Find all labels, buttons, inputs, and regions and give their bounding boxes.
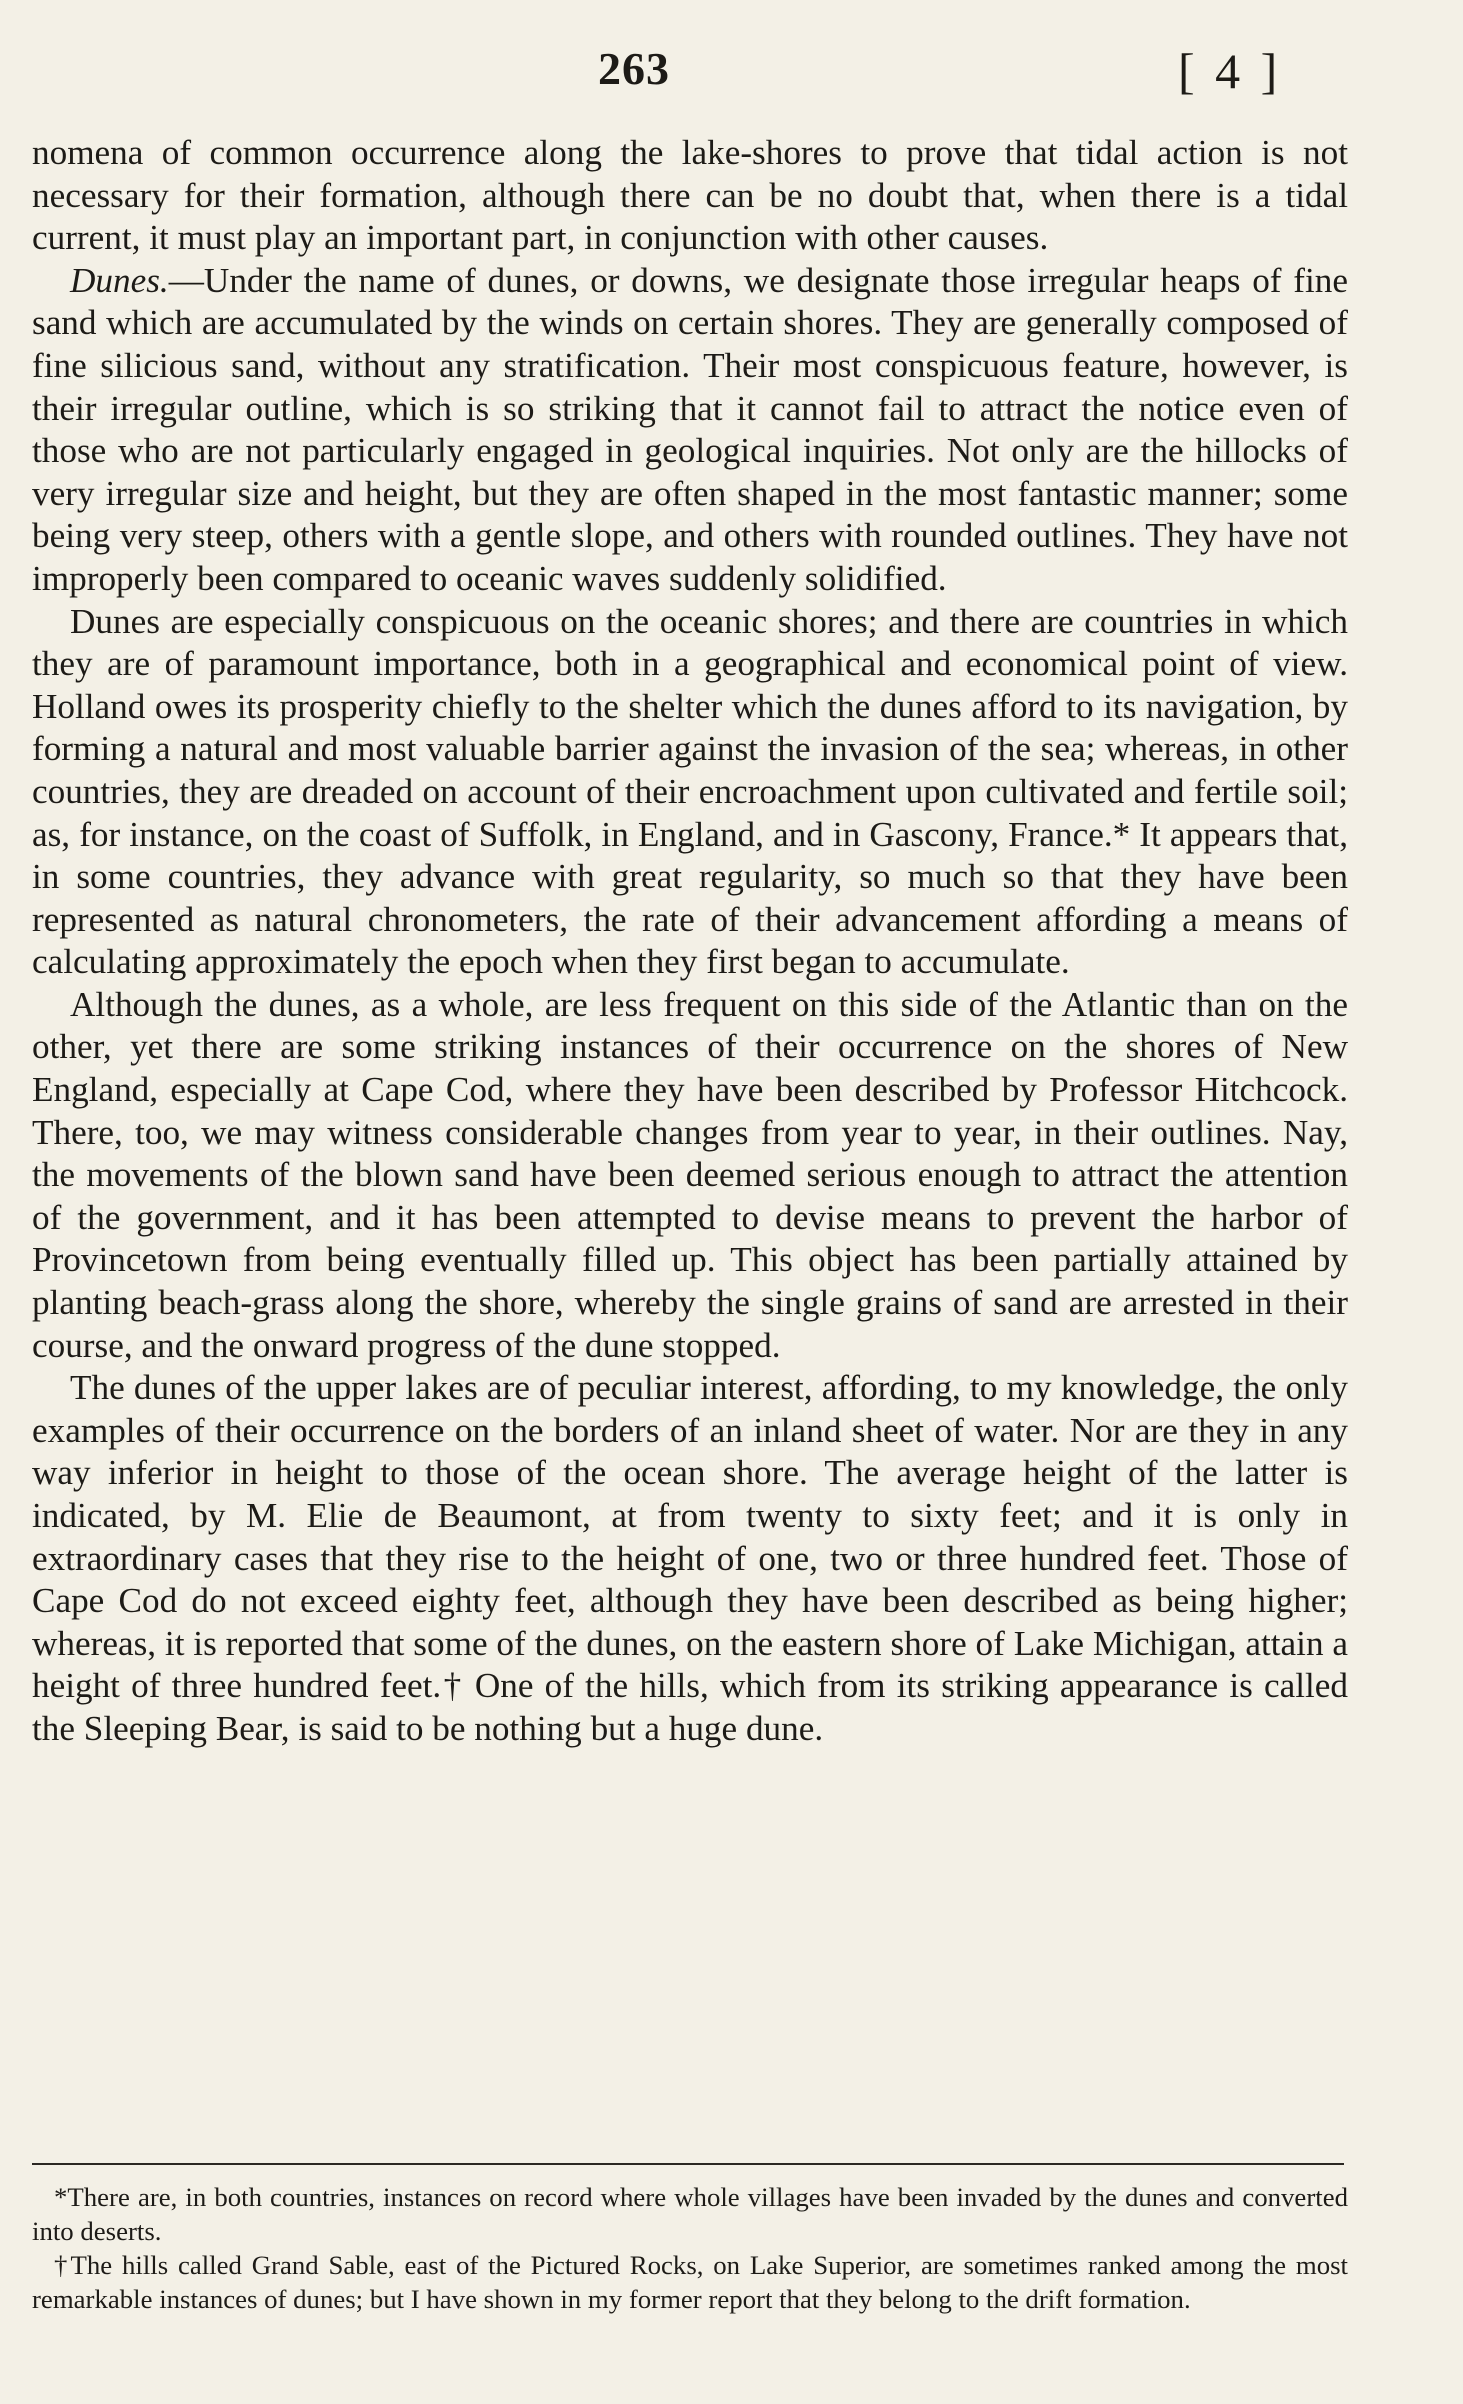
paragraph-oceanic-shores: Dunes are especially conspicuous on the oceanic shores; and there are countries in which they are of paramount importance, both in a geographical and economical point of view. Holland owes its prosperity chiefly to the shelter which the dunes afford to its navigation, by forming a natural and most valuable barrier against the invasion of the sea; whereas, in other countries, they are dreaded on account of their encroachment upon cultivated and fertile soil; as, for instance, on the coast of Suffolk, in England, and in Gascony, France.* It appears that, in some countries, they advance with great regularity, so much so that they have been represented as natural chronometers, the rate of their advancement affording a means of calculating approximately the epoch when they first began to accumulate. xyxy=(32,601,1348,982)
paragraph-dunes xyxy=(32,260,1348,601)
paragraph-new-england: Although the dunes, as a whole, are less frequent on this side of the Atlantic than on the other, yet there are some striking instances of their occurrence on the shores of New England, especially at Cape Cod, where they have been described by Professor Hitchcock. There, too, we may witness considerable changes from year to year, in their outlines. Nay, the movements of the blown sand have been deemed serious enough to attract the attention of the government, and it has been attempted to devise means to prevent the harbor of Provincetown from being eventually filled up. This object has been partially attained by planting beach-grass along the shore, whereby the single grains of sand are arrested in their course, and the onward progress of the dune stopped. xyxy=(32,984,1348,1365)
paragraph-dunes-text: —Under the name of dunes, or downs, we designate those irregular heaps of fine sand which are accumulated by the winds on certain shores. They are generally composed of fine silicious sand, without any stratification. Their most conspicuous feature, however, is their irregular outline, which is so striking that it cannot fail to attract the notice even of those who are not particularly engaged in geological inquiries. Not only are the hillocks of very irregular size and height, but they are often shaped in the most fantastic manner; some being very steep, others with a gentle slope, and others with rounded outlines. They have not improperly been compared to oceanic waves suddenly solidified. xyxy=(32,260,1348,598)
footnotes xyxy=(32,2180,1348,2316)
body-text xyxy=(32,132,1348,1751)
footnote-divider xyxy=(32,2163,1344,2165)
page-header xyxy=(0,42,1463,112)
footnote-2: †The hills called Grand Sable, east of the Pictured Rocks, on Lake Superior, are sometimes ranked among the most remarkable instances of dunes; but I have shown in my former report that they belong to the drift formation. xyxy=(32,2250,1348,2314)
paragraph-upper-lakes: The dunes of the upper lakes are of peculiar interest, affording, to my knowledge, the only examples of their occurrence on the borders of an inland sheet of water. Nor are they in any way inferior in height to those of the ocean shore. The average height of the latter is indicated, by M. Elie de Beaumont, at from twenty to sixty feet; and it is only in extraordinary cases that they rise to the height of one, two or three hundred feet. Those of Cape Cod do not exceed eighty feet, although they have been described as being higher; whereas, it is reported that some of the dunes, on the eastern shore of Lake Michigan, attain a height of three hundred feet.† One of the hills, which from its striking appearance is called the Sleeping Bear, is said to be nothing but a huge dune. xyxy=(32,1368,1348,1748)
footnote-1: *There are, in both countries, instances on record where whole villages have been invaded by the dunes and converted into deserts. xyxy=(32,2182,1348,2246)
page-number: 263 xyxy=(598,43,670,94)
paragraph-continuation: nomena of common occurrence along the lake-shores to prove that tidal action is not necessary for their formation, although there can be no doubt that, when there is a tidal current, it must play an important part, in conjunction with other causes. xyxy=(32,133,1348,258)
section-title-dunes: Dunes. xyxy=(70,260,169,300)
report-number: [ 4 ] xyxy=(1178,43,1282,99)
